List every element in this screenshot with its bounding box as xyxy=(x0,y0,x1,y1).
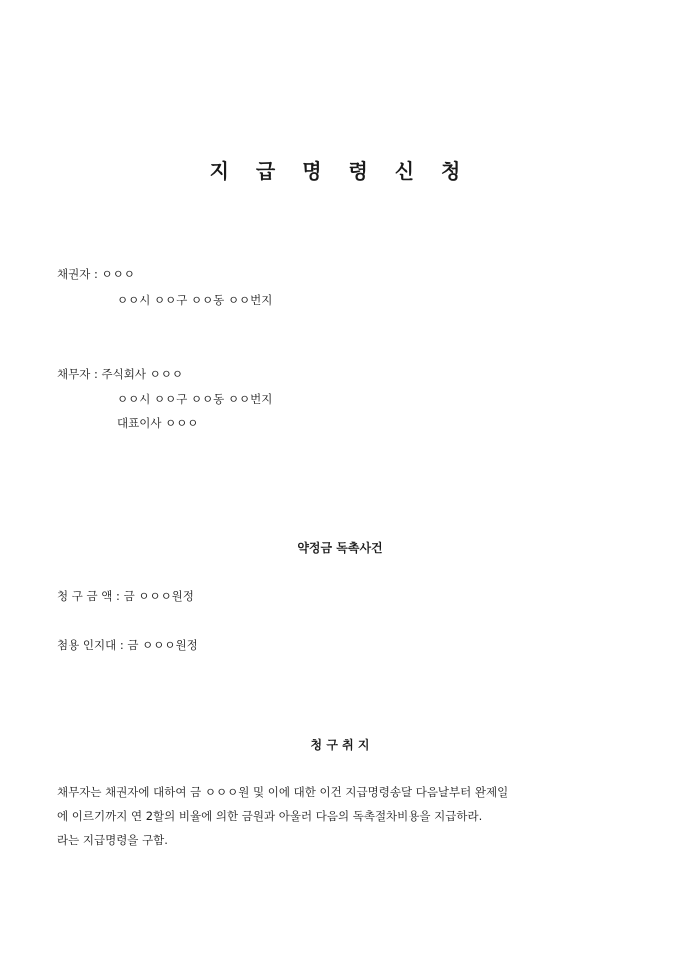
purpose-title: 청 구 취 지 xyxy=(310,738,370,752)
debtor-line xyxy=(57,366,183,382)
purpose-line: 에 이르기까지 연 2할의 비율에 의한 금원과 아울러 다음의 독촉절차비용을 지급하라. xyxy=(57,809,483,823)
document-title: 지 급 명 령 신 청 xyxy=(209,159,471,183)
claim-amount: 청 구 금 액 : 금 ㅇㅇㅇ원정 xyxy=(57,589,194,603)
purpose-body xyxy=(57,780,637,852)
debtor-representative: 대표이사 ㅇㅇㅇ xyxy=(117,416,199,430)
case-title: 약정금 독촉사건 xyxy=(297,541,383,555)
purpose-line: 라는 지급명령을 구함. xyxy=(57,833,168,847)
debtor-name: 주식회사 ㅇㅇㅇ xyxy=(101,367,183,381)
purpose-line: 채무자는 채권자에 대하여 금 ㅇㅇㅇ원 및 이에 대한 이건 지급명령송달 다음날부터 완제일 xyxy=(57,785,509,799)
creditor-name: ㅇㅇㅇ xyxy=(101,267,135,281)
debtor-label: 채무자 : xyxy=(57,367,102,381)
creditor-label: 채권자 : xyxy=(57,267,102,281)
creditor-line xyxy=(57,266,135,282)
stamp-fee: 첨용 인지대 : 금 ㅇㅇㅇ원정 xyxy=(57,638,198,652)
debtor-address: ㅇㅇ시 ㅇㅇ구 ㅇㅇ동 ㅇㅇ번지 xyxy=(117,392,273,406)
creditor-address: ㅇㅇ시 ㅇㅇ구 ㅇㅇ동 ㅇㅇ번지 xyxy=(117,293,273,307)
